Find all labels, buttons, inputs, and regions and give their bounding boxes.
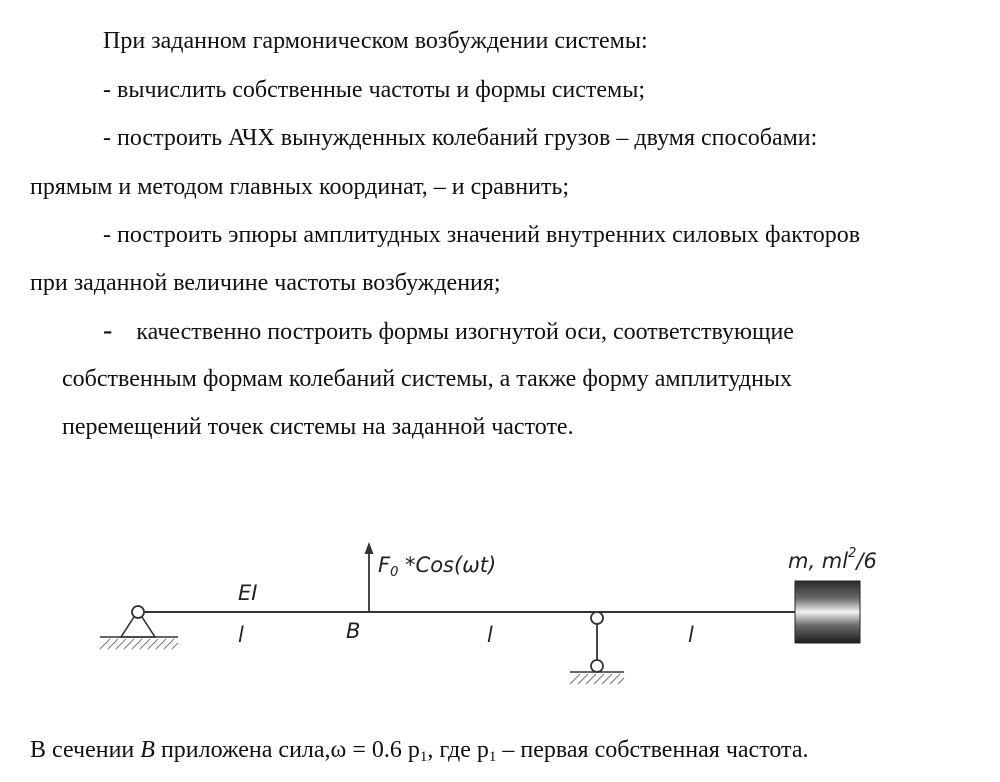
- task-item-shapes-line1: [103, 316, 794, 347]
- heading-line: При заданном гармоническом возбуждении системы:: [103, 28, 648, 54]
- span-length-2: l: [487, 623, 493, 647]
- caption-text-3: , где p: [427, 737, 489, 763]
- force-symbol: F: [378, 553, 391, 577]
- mass-text: m, ml: [788, 549, 849, 573]
- mass-divisor: /6: [856, 549, 877, 573]
- force-arrow: [365, 542, 374, 612]
- span-length-1: l: [238, 623, 244, 647]
- caption-sub-1: 1: [419, 749, 428, 765]
- caption-section: B: [140, 737, 155, 763]
- caption-line: [30, 735, 808, 765]
- force-label: [378, 553, 496, 580]
- task-item-afc-line1: - построить АЧХ вынужденных колебаний грузов – двумя способами:: [103, 125, 818, 151]
- task-item-dash: -: [103, 315, 113, 346]
- caption-sub-2: 1: [488, 749, 497, 765]
- mass-superscript: 2: [848, 546, 857, 561]
- task-item-diagrams-line2: при заданной величине частоты возбуждения;: [30, 270, 501, 296]
- rod-support-middle: [570, 612, 624, 684]
- caption-text-2: приложена сила,ω = 0.6 p: [154, 737, 420, 763]
- task-item-diagrams-line1: - построить эпюры амплитудных значений внутренних силовых факторов: [103, 222, 861, 248]
- stiffness-label: EI: [238, 581, 258, 605]
- caption-text-1: В сечении: [30, 737, 141, 763]
- task-item-shapes-text: качественно построить формы изогнутой оси, соответствующие: [136, 319, 794, 345]
- force-expression: *Cos(ωt): [398, 553, 497, 577]
- span-length-3: l: [688, 623, 694, 647]
- task-item-shapes-line2: собственным формам колебаний системы, а также форму амплитудных: [62, 366, 793, 392]
- task-item-frequencies: - вычислить собственные частоты и формы системы;: [103, 77, 646, 103]
- force-subscript: 0: [390, 565, 399, 580]
- beam-diagram: [0, 520, 1000, 700]
- section-b-label: B: [346, 619, 361, 643]
- task-item-afc-line2: прямым и методом главных координат, – и сравнить;: [30, 174, 570, 200]
- task-item-shapes-line3: перемещений точек системы на заданной частоте.: [62, 414, 574, 440]
- mass-label: [788, 546, 877, 573]
- lumped-mass: [795, 581, 860, 643]
- caption-text-4: – первая собственная частота.: [496, 737, 809, 763]
